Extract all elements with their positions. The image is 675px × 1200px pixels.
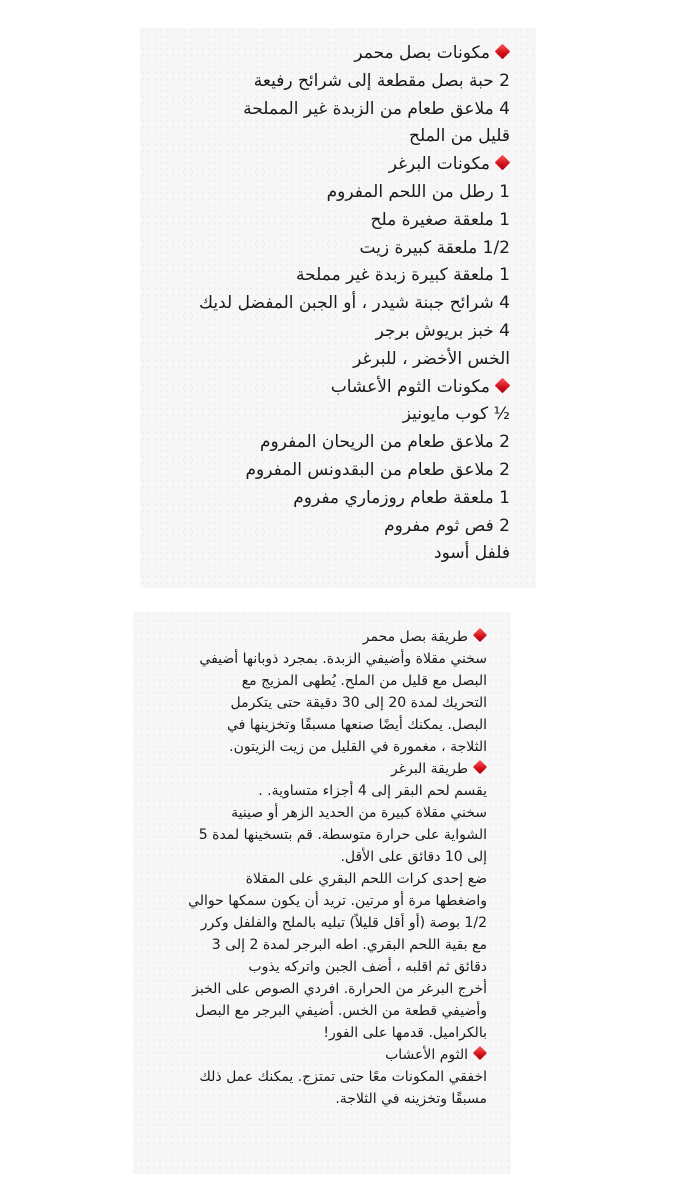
ingredient-item: 4 خبز بريوش برجر [375,320,510,341]
method-line: يقسم لحم البقر إلى 4 أجزاء متساوية. . [258,783,487,799]
ingredient-item: 1/2 ملعقة كبيرة زيت [359,237,510,258]
ingredients-card [140,28,536,588]
red-diamond-icon [495,44,511,60]
ingredient-item: الخس الأخضر ، للبرغر [353,348,510,369]
ingredient-item: 2 فص ثوم مفروم [384,515,510,536]
onion-method-heading: طريقة بصل محمر [143,626,487,648]
burger-method-text [143,780,487,1044]
method-line: دقائق ثم اقلبه ، أضف الجبن واتركه يذوب [248,959,487,975]
method-line: البصل. يمكنك أيضًا صنعها مسبقًا وتخزينها في [227,717,487,733]
method-content [133,626,511,1110]
method-line: البصل مع قليل من الملح. يُطهى المزيج مع [241,673,487,689]
garlic-method-text [143,1066,487,1110]
ingredients-list [140,40,536,568]
ingredient-item: 1 ملعقة طعام روزماري مفروم [293,487,510,508]
method-line: بالكراميل. قدمها على الفور! [323,1025,487,1041]
ingredient-item: فلفل أسود [434,543,510,564]
method-line: ضع إحدى كرات اللحم البقري على المقلاة [245,871,487,887]
ingredient-item: 4 ملاعق طعام من الزبدة غير المملحة [243,98,510,119]
method-line: أخرج البرغر من الحرارة. افردي الصوص على الخبز [192,981,487,997]
ingredient-item: ½ كوب مايونيز [402,404,510,425]
method-line: سخني مقلاة كبيرة من الحديد الزهر أو صينية [231,805,487,821]
method-line: إلى 10 دقائق على الأقل. [340,849,487,865]
red-diamond-icon [495,155,511,171]
burger-method-heading: طريقة البرغر [143,758,487,780]
method-line: اخفقي المكونات معًا حتى تمتزج. يمكنك عمل ذلك [199,1069,487,1085]
red-diamond-icon [473,1046,487,1060]
ingredient-item: 2 ملاعق طعام من الريحان المفروم [260,432,510,453]
method-line: سخني مقلاة وأضيفي الزبدة. بمجرد ذوبانها أضيفي [199,651,487,667]
onion-method-text [143,648,487,758]
method-line: وأضيفي قطعة من الخس. أضيفي البرجر مع البصل [194,1003,487,1019]
method-line: الثلاجة ، مغمورة في القليل من زيت الزيتون. [229,739,487,755]
ingredient-item: 1 ملعقة كبيرة زبدة غير مملحة [296,265,510,286]
ingredients-section-heading: مكونات بصل محمر [140,40,510,68]
method-line: التحريك لمدة 20 إلى 30 دقيقة حتى يتكرمل [230,695,487,711]
ingredient-item: 2 ملاعق طعام من البقدونس المفروم [245,459,510,480]
method-line: مع بقية اللحم البقري. اطه البرجر لمدة 2 إلى 3 [211,937,487,953]
ingredient-item: 1 ملعقة صغيرة ملح [370,209,510,230]
method-line: الشواية على حرارة متوسطة. قم بتسخينها لمدة 5 [198,827,487,843]
ingredient-item: 4 شرائح جبنة شيدر ، أو الجبن المفضل لديك [199,293,510,314]
ingredients-section-heading: مكونات الثوم الأعشاب [140,374,510,402]
red-diamond-icon [495,377,511,393]
ingredient-item: قليل من الملح [409,126,510,147]
garlic-method-heading: الثوم الأعشاب [143,1044,487,1066]
method-line: واضغطها مرة أو مرتين. تريد أن يكون سمكها حوالي [188,893,487,909]
ingredient-item: 2 حبة بصل مقطعة إلى شرائح رفيعة [253,70,510,91]
method-card [133,612,511,1174]
red-diamond-icon [473,760,487,774]
ingredients-section-heading: مكونات البرغر [140,151,510,179]
method-line: مسبقًا وتخزينه في الثلاجة. [335,1091,487,1107]
method-line: 1/2 بوصة (أو أقل قليلاً) تبليه بالملح والفلفل وكرر [200,915,487,931]
ingredient-item: 1 رطل من اللحم المفروم [326,181,510,202]
red-diamond-icon [473,628,487,642]
